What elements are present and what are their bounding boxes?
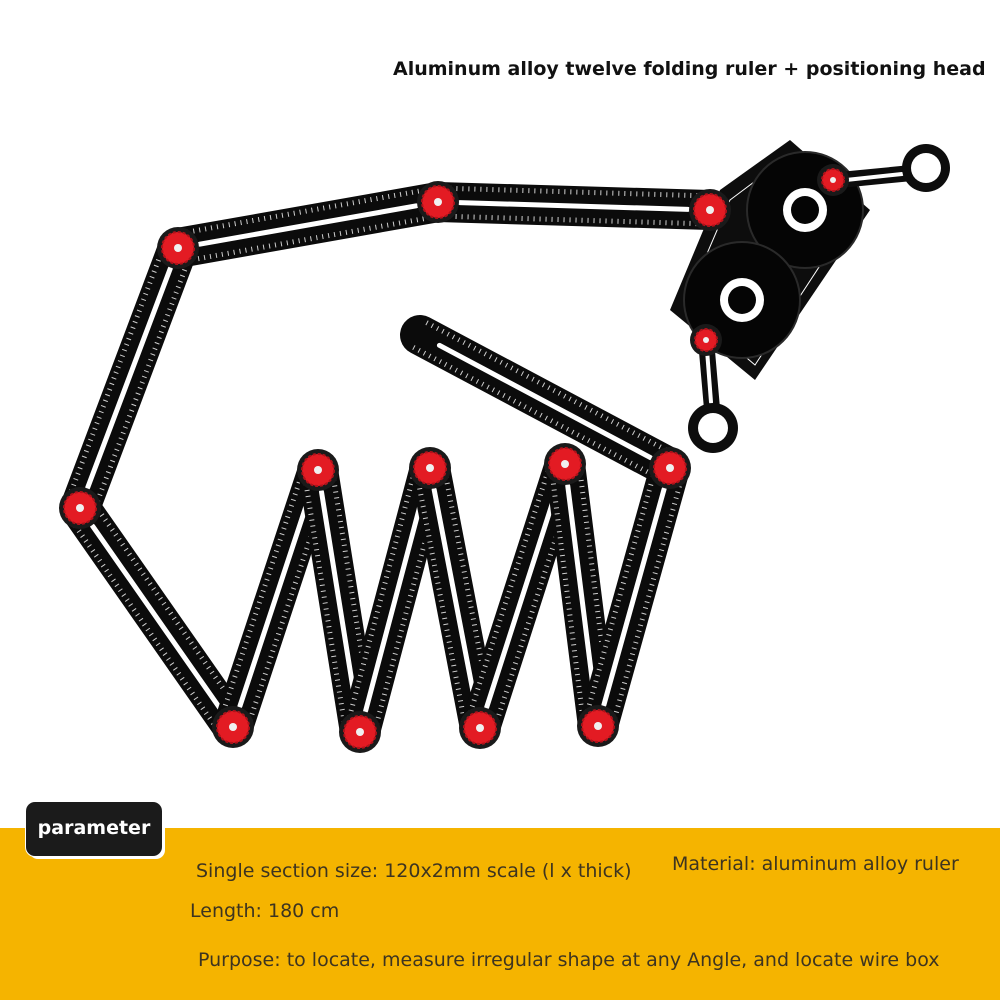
spec-length: Length: 180 cm <box>190 900 340 922</box>
parameter-badge <box>26 802 162 856</box>
spec-purpose: Purpose: to locate, measure irregular shape at any Angle, and locate wire box <box>198 949 940 971</box>
spec-material: Material: aluminum alloy ruler <box>672 853 959 875</box>
positioning-head <box>670 140 950 453</box>
parameter-badge-label: parameter <box>37 817 151 839</box>
page-title: Aluminum alloy twelve folding ruler + positioning head <box>393 58 986 80</box>
spec-section-size: Single section size: 120x2mm scale (l x thick) <box>196 860 632 882</box>
